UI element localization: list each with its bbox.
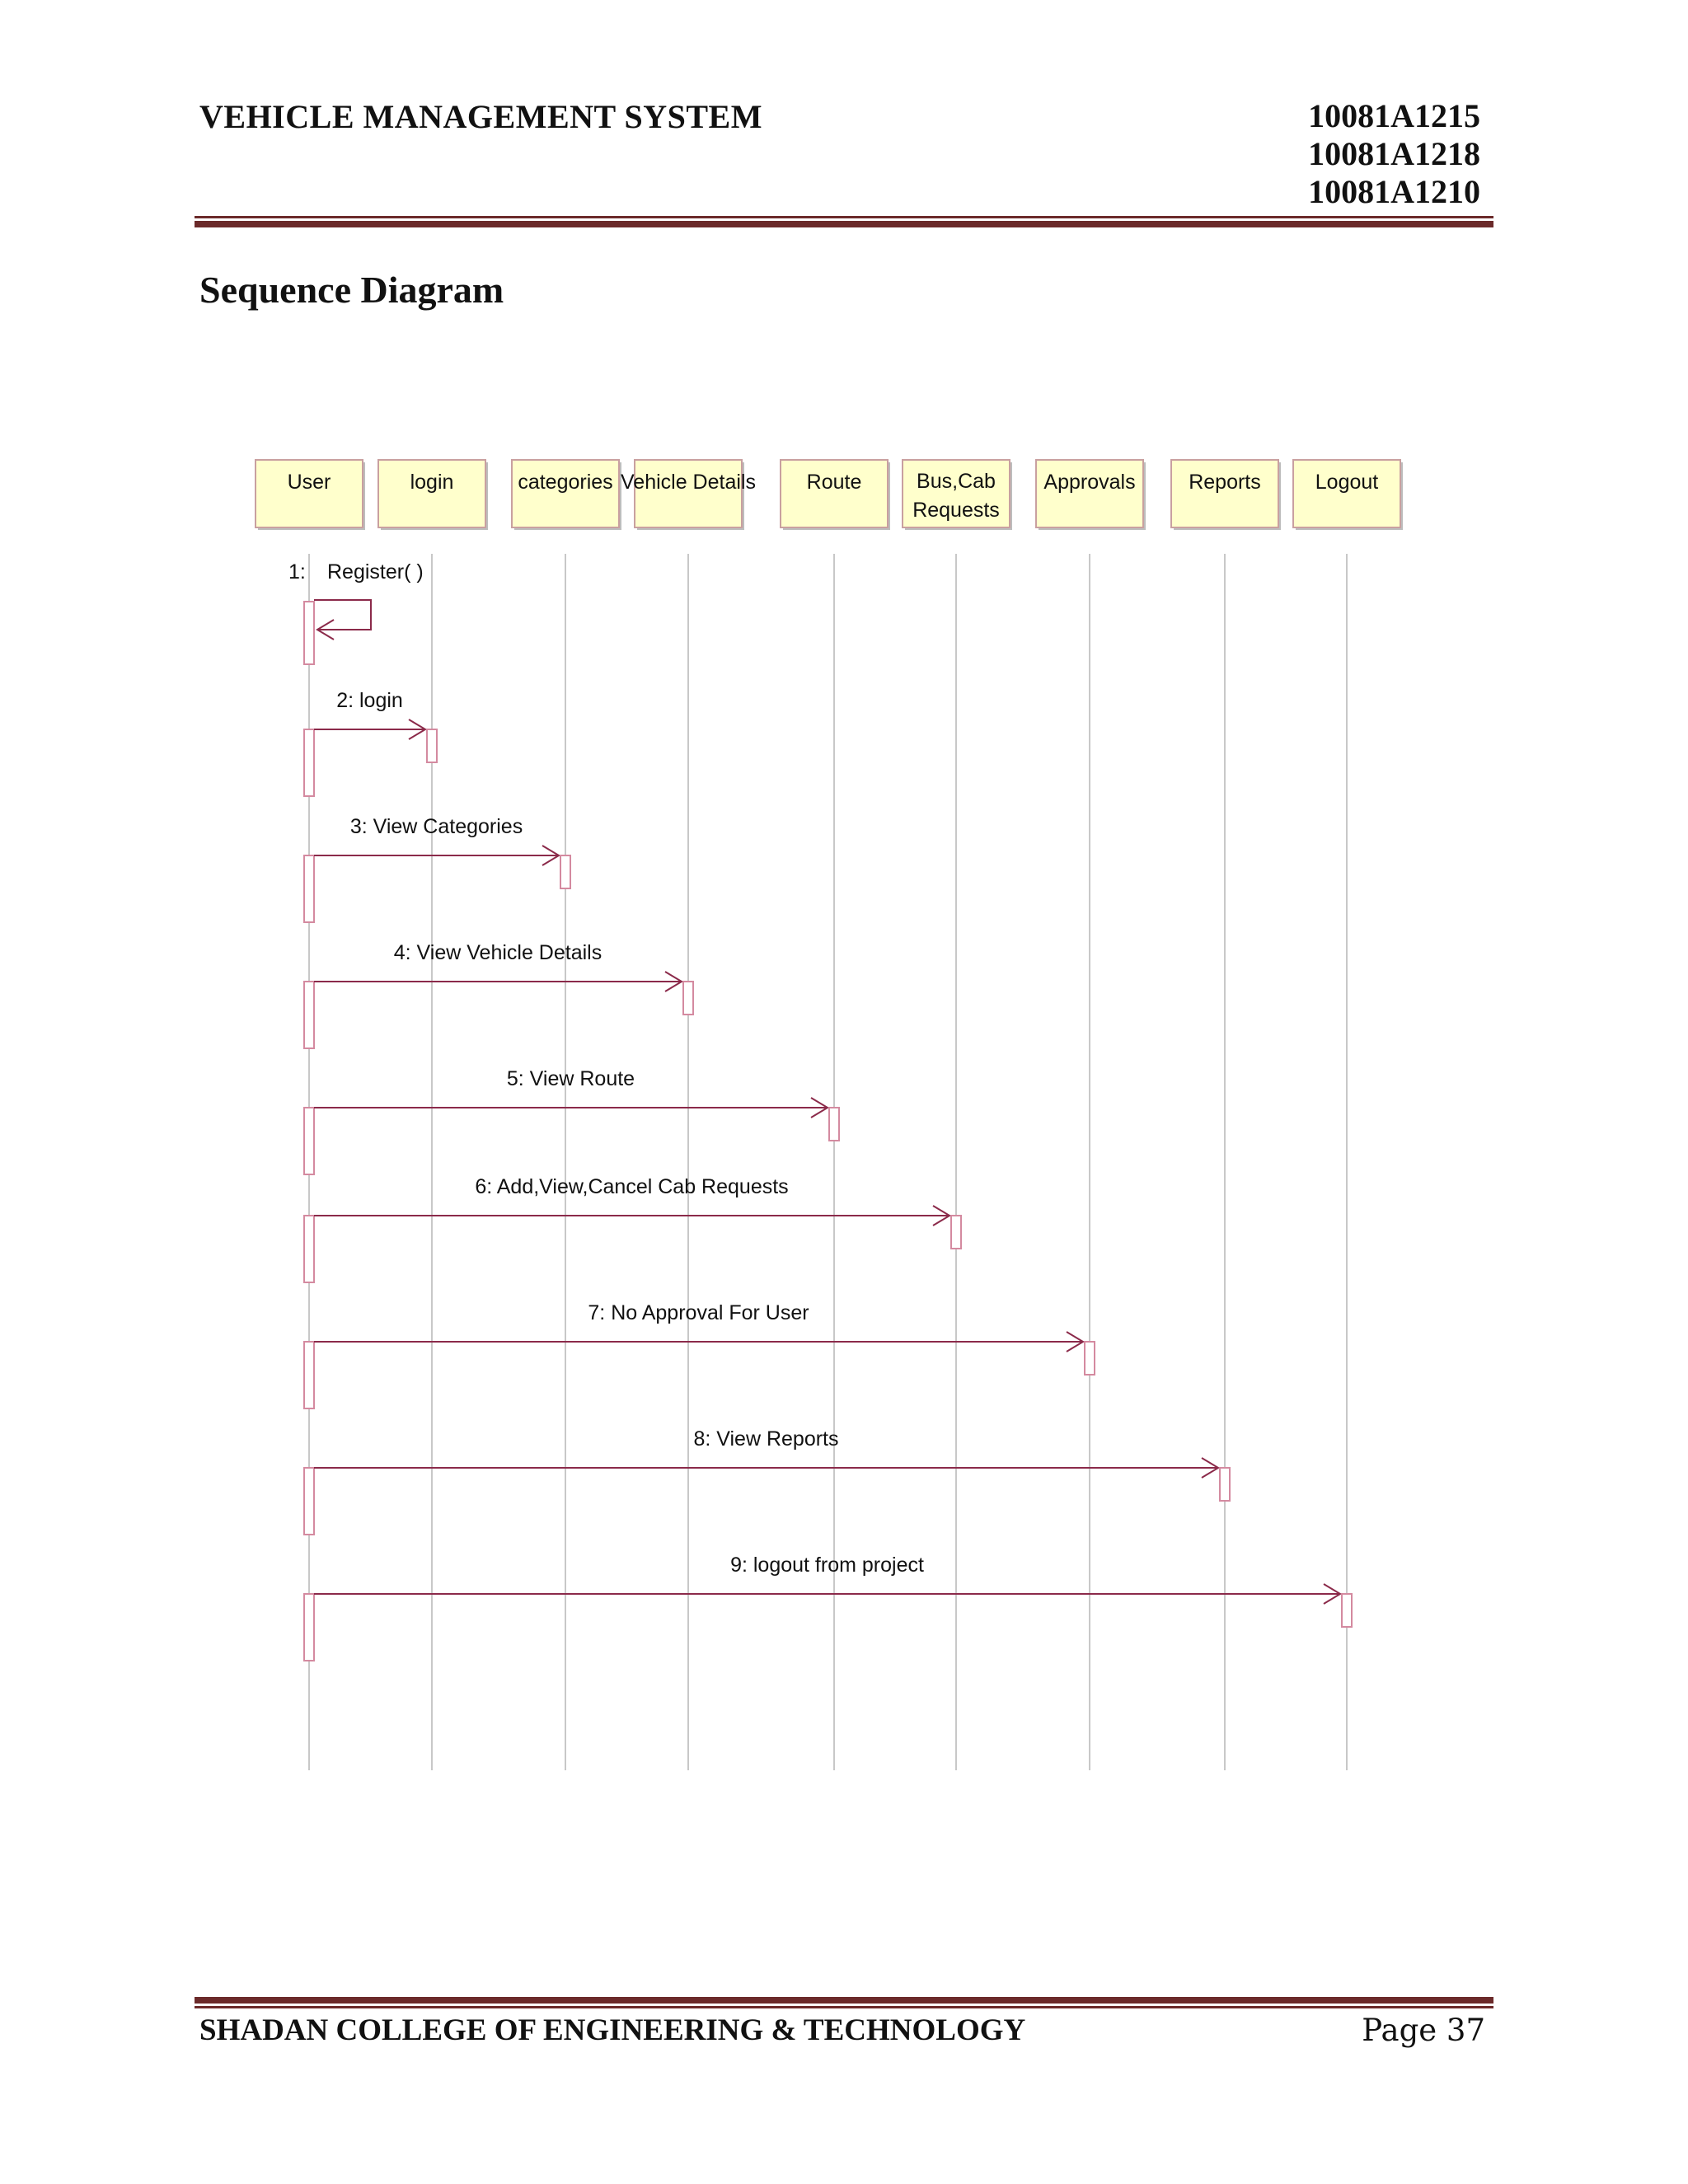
target-activation-bar [683,982,693,1015]
roll-number: 10081A1215 [1308,97,1480,134]
footer-rule-thick [195,1997,1493,2004]
section-title: Sequence Diagram [199,269,504,311]
user-activation-bar [304,982,314,1048]
user-activation-bar [304,1342,314,1408]
message-label: Register( ) [327,560,424,583]
footer-college-name: SHADAN COLLEGE OF ENGINEERING & TECHNOLOGY [199,2013,1026,2047]
lifeline-label: login [410,471,454,494]
message-label: 3: View Categories [349,815,523,838]
lifeline-label: User [287,471,331,494]
lifeline-label: Vehicle Details [621,471,756,494]
lifeline-label: Logout [1315,471,1379,494]
footer-page-number: Page 37 [1362,2013,1485,2048]
lifeline-label: Reports [1189,471,1261,494]
user-activation-bar [304,729,314,796]
user-activation-bar [304,602,314,664]
target-activation-bar [560,855,570,888]
roll-number: 10081A1218 [1308,135,1480,172]
lifeline-label: categories [518,471,613,494]
target-activation-bar [951,1216,961,1249]
message-label: 4: View Vehicle Details [393,941,603,964]
lifeline-label: Requests [912,499,1000,522]
target-activation-bar [1220,1468,1230,1501]
user-activation-bar [304,1468,314,1535]
lifeline-label: Bus,Cab [917,470,996,493]
message-label: 2: login [336,689,403,712]
lifeline-label: Approvals [1043,471,1136,494]
document-header-title: VEHICLE MANAGEMENT SYSTEM [199,98,762,135]
footer-rule-thin [195,2006,1493,2008]
user-activation-bar [304,1594,314,1661]
message-label: 6: Add,View,Cancel Cab Requests [475,1175,789,1198]
user-activation-bar [304,1216,314,1282]
target-activation-bar [1342,1594,1352,1627]
message-label: 5: View Route [506,1067,635,1090]
message-label: 9: logout from project [730,1554,924,1577]
target-activation-bar [1085,1342,1095,1375]
message-label: 7: No Approval For User [588,1301,809,1324]
self-message-arrow [314,600,371,630]
message-number: 1: [288,560,306,583]
message-label: 8: View Reports [693,1427,839,1451]
lifeline-label: Route [806,471,862,494]
target-activation-bar [829,1108,839,1141]
user-activation-bar [304,855,314,922]
target-activation-bar [427,729,437,762]
user-activation-bar [304,1108,314,1174]
roll-number: 10081A1210 [1308,173,1480,210]
